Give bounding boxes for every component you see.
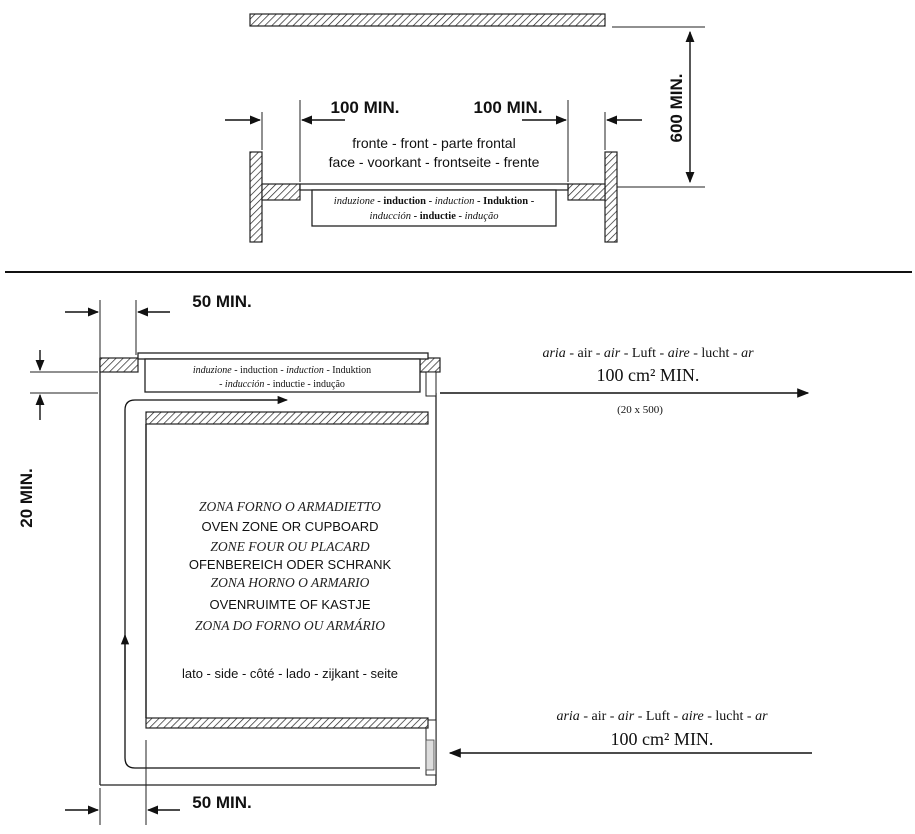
side-view — [17, 292, 812, 825]
dim-50-bottom-label: 50 MIN. — [192, 793, 252, 812]
dim-600-label: 600 MIN. — [667, 73, 686, 143]
hob-glass — [300, 184, 568, 190]
wall-hatch — [250, 14, 605, 26]
front-vent-slot — [426, 740, 434, 770]
zone-label-pt: ZONA DO FORNO OU ARMÁRIO — [195, 618, 385, 633]
zone-label-en: OVEN ZONE OR CUPBOARD — [201, 519, 379, 534]
zone-label-it: ZONA FORNO O ARMADIETTO — [199, 499, 381, 514]
air-in-amount: 100 cm² MIN. — [610, 729, 714, 749]
zone-label-de: OFENBEREICH ODER SCHRANK — [188, 557, 392, 572]
dim-50-top-label: 50 MIN. — [192, 292, 252, 311]
air-out-amount: 100 cm² MIN. — [596, 365, 700, 385]
dim-100-left-label: 100 MIN. — [330, 98, 400, 117]
air-out-langs: aria - air - air - Luft - aire - lucht - ar — [542, 346, 754, 361]
worktop-right — [568, 184, 605, 200]
worktop-front — [420, 358, 440, 372]
hob-label-line1: induzione - induction - induction - Induktion — [192, 365, 372, 376]
cabinet-side-right — [605, 152, 617, 242]
air-out-note: (20 x 500) — [617, 404, 663, 416]
front-caption-line1: fronte - front - parte frontal — [352, 135, 516, 151]
worktop-left — [262, 184, 300, 200]
dim-20-label: 20 MIN. — [17, 468, 36, 528]
air-in-langs: aria - air - air - Luft - aire - lucht - ar — [556, 709, 768, 724]
zone-label-es: ZONA HORNO O ARMARIO — [210, 575, 370, 590]
front-vent-top — [426, 372, 436, 396]
oven-top-panel — [146, 412, 428, 424]
zone-label-fr: ZONE FOUR OU PLACARD — [210, 539, 370, 554]
front-caption-line2: face - voorkant - frontseite - frente — [328, 154, 540, 170]
hob-label-line2: - inducción - inductie - indução — [219, 379, 345, 390]
airflow-path-bottom — [125, 758, 420, 768]
hob-label-line1: induzione - induction - induction - Induktion - — [333, 196, 535, 207]
side-caption: lato - side - côté - lado - zijkant - seite — [181, 666, 399, 681]
top-view — [225, 14, 705, 242]
cabinet-side-left — [250, 152, 262, 242]
hob-glass — [138, 353, 428, 359]
zone-label-nl: OVENRUIMTE OF KASTJE — [209, 597, 371, 612]
hob-label-line2: inducción - inductie - indução — [369, 211, 499, 222]
dim-100-right-label: 100 MIN. — [473, 98, 543, 117]
oven-bottom-panel — [146, 718, 428, 728]
worktop-back — [100, 358, 138, 372]
